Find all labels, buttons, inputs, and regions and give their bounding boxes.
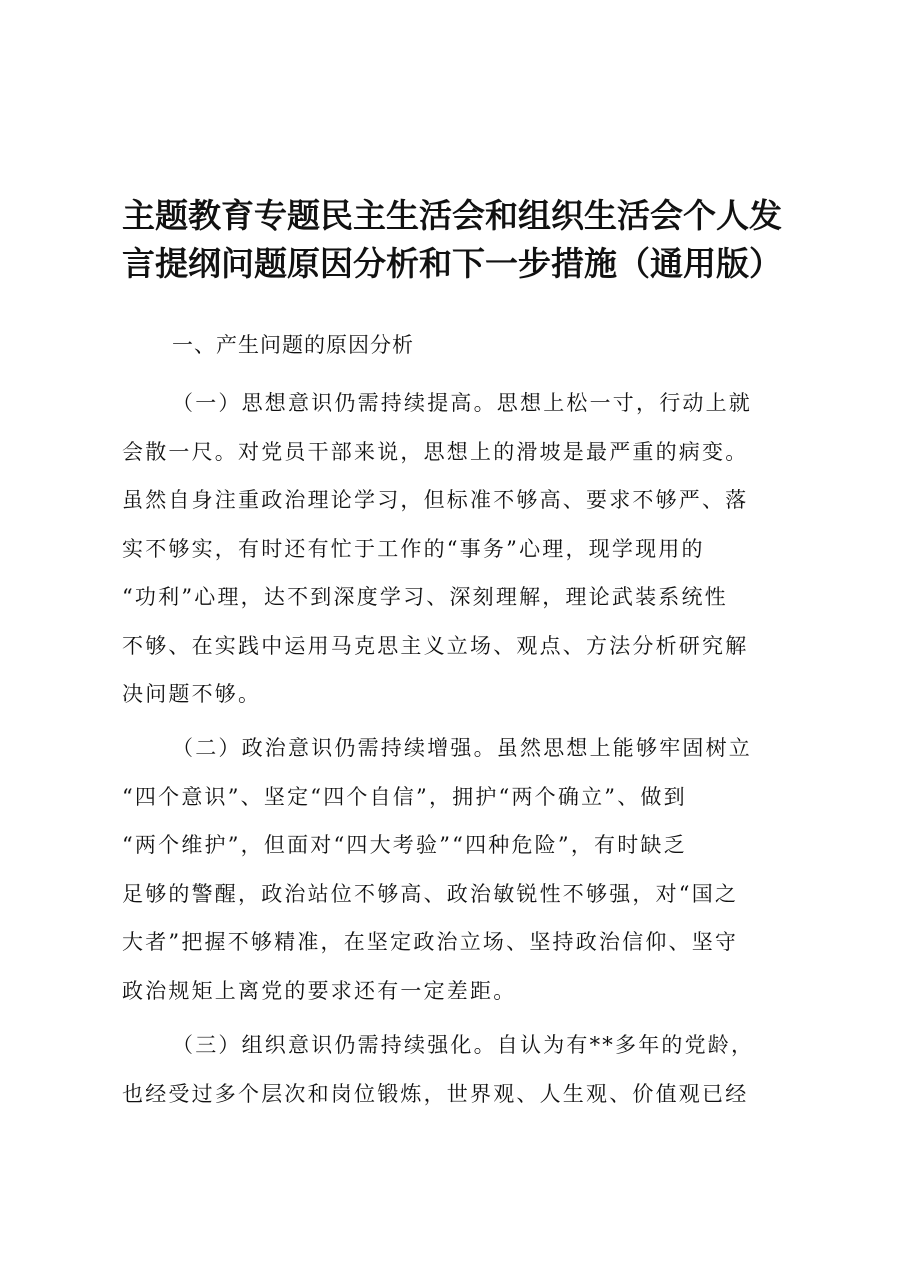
paragraph-line: 也经受过多个层次和岗位锻炼，世界观、人生观、价值观已经 [122,1081,749,1106]
paragraph-line: （二）政治意识仍需持续增强。虽然思想上能够牢固树立 [172,736,752,760]
paragraph-line: 足够的警醒，政治站位不够高、政治敏锐性不够强，对“国之 [122,881,739,906]
paragraph-line: “四个意识”、坚定“四个自信”，拥护“两个确立”、做到 [122,784,687,809]
title-line: 言提纲问题原因分析和下一步措施（通用版） [122,244,782,283]
paragraph-line: “两个维护”，但面对“四大考验”“四种危险”，有时缺乏 [122,833,687,857]
paragraph-line: 决问题不够。 [122,682,262,706]
title-line: 主题教育专题民主生活会和组织生活会个人发 [122,196,782,235]
paragraph-line: 政治规矩上离党的要求还有一定差距。 [122,978,517,1003]
paragraph-organizational-awareness [122,1021,802,1118]
paragraph-line: 会散一尺。对党员干部来说，思想上的滑坡是最严重的病变。 [122,439,749,464]
paragraph-line: 大者”把握不够精准，在坚定政治立场、坚持政治信仰、坚守 [122,930,739,954]
paragraph-line: 虽然自身注重政治理论学习，但标准不够高、要求不够严、落 [122,488,749,512]
section-heading: 一、产生问题的原因分析 [172,333,414,357]
paragraph-line: 不够、在实践中运用马克思主义立场、观点、方法分析研究解 [122,633,749,658]
paragraph-line: （一）思想意识仍需持续提高。思想上松一寸，行动上就 [172,391,752,415]
document-title [122,192,812,288]
paragraph-political-awareness [122,724,802,1015]
paragraph-thought-awareness [122,379,802,719]
paragraph-line: 实不够实，有时还有忙于工作的“事务”心理，现学现用的 [122,536,705,561]
paragraph-line: “功利”心理，达不到深度学习、深刻理解，理论武装系统性 [122,585,728,609]
paragraph-line: （三）组织意识仍需持续强化。自认为有**多年的党龄， [172,1033,755,1057]
